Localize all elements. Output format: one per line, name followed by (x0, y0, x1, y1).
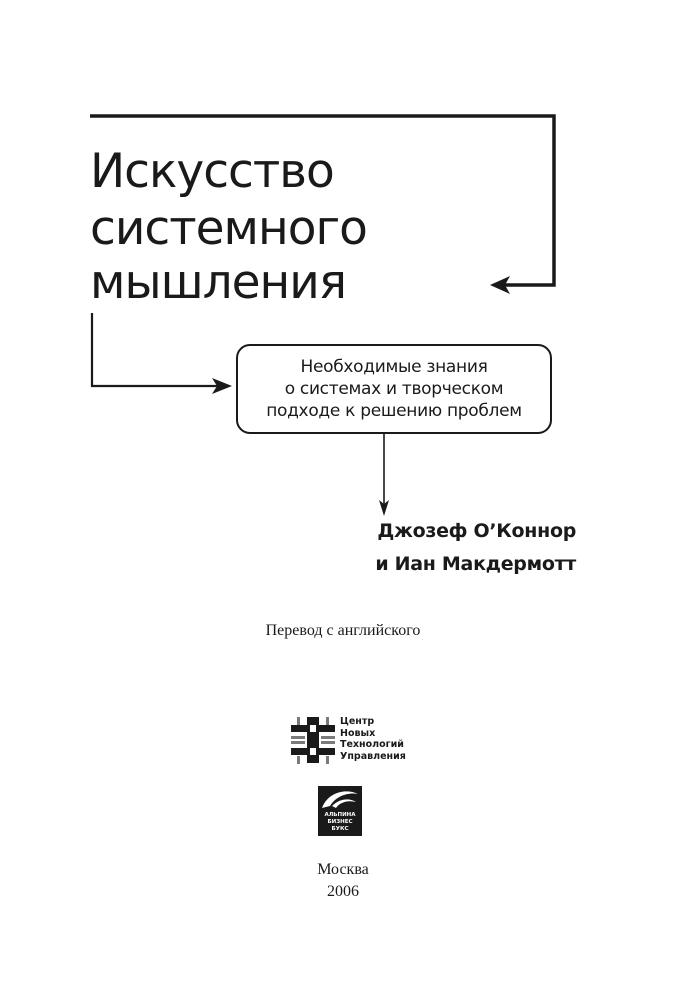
alpina-publisher-logo (318, 786, 362, 836)
cntu-word-2: Новых (340, 727, 376, 739)
subtitle-line-3: подходе к решению проблем (266, 401, 522, 421)
alpina-line-1: АЛЬПИНА (324, 812, 356, 818)
author-line-1: Джозеф О’Коннор (377, 520, 576, 542)
cntu-word-1: Центр (340, 716, 375, 727)
subtitle-line-1: Необходимые знания (300, 357, 488, 377)
interlaced-grid-icon (289, 715, 337, 765)
author-line-2: и Иан Макдермотт (375, 553, 576, 575)
imprint-year: 2006 (327, 883, 359, 900)
book-title-line-3: мышления (90, 255, 347, 310)
cntu-word-3: Технологий (340, 739, 404, 750)
subtitle-line-2: о системах и творческом (284, 379, 504, 399)
subtitle-callout (236, 344, 552, 434)
left-elbow-arrow (92, 313, 222, 386)
book-title-line-2: системного (90, 201, 367, 256)
translation-note: Перевод с английского (265, 622, 421, 639)
book-title-line-1: Искусство (90, 144, 334, 199)
imprint-city: Москва (317, 861, 369, 878)
alpina-line-2: БИЗНЕС (327, 819, 353, 825)
cntu-publisher-logo (289, 715, 419, 767)
alpina-line-3: БУКС (331, 826, 349, 832)
cntu-word-4: Управления (340, 750, 406, 762)
